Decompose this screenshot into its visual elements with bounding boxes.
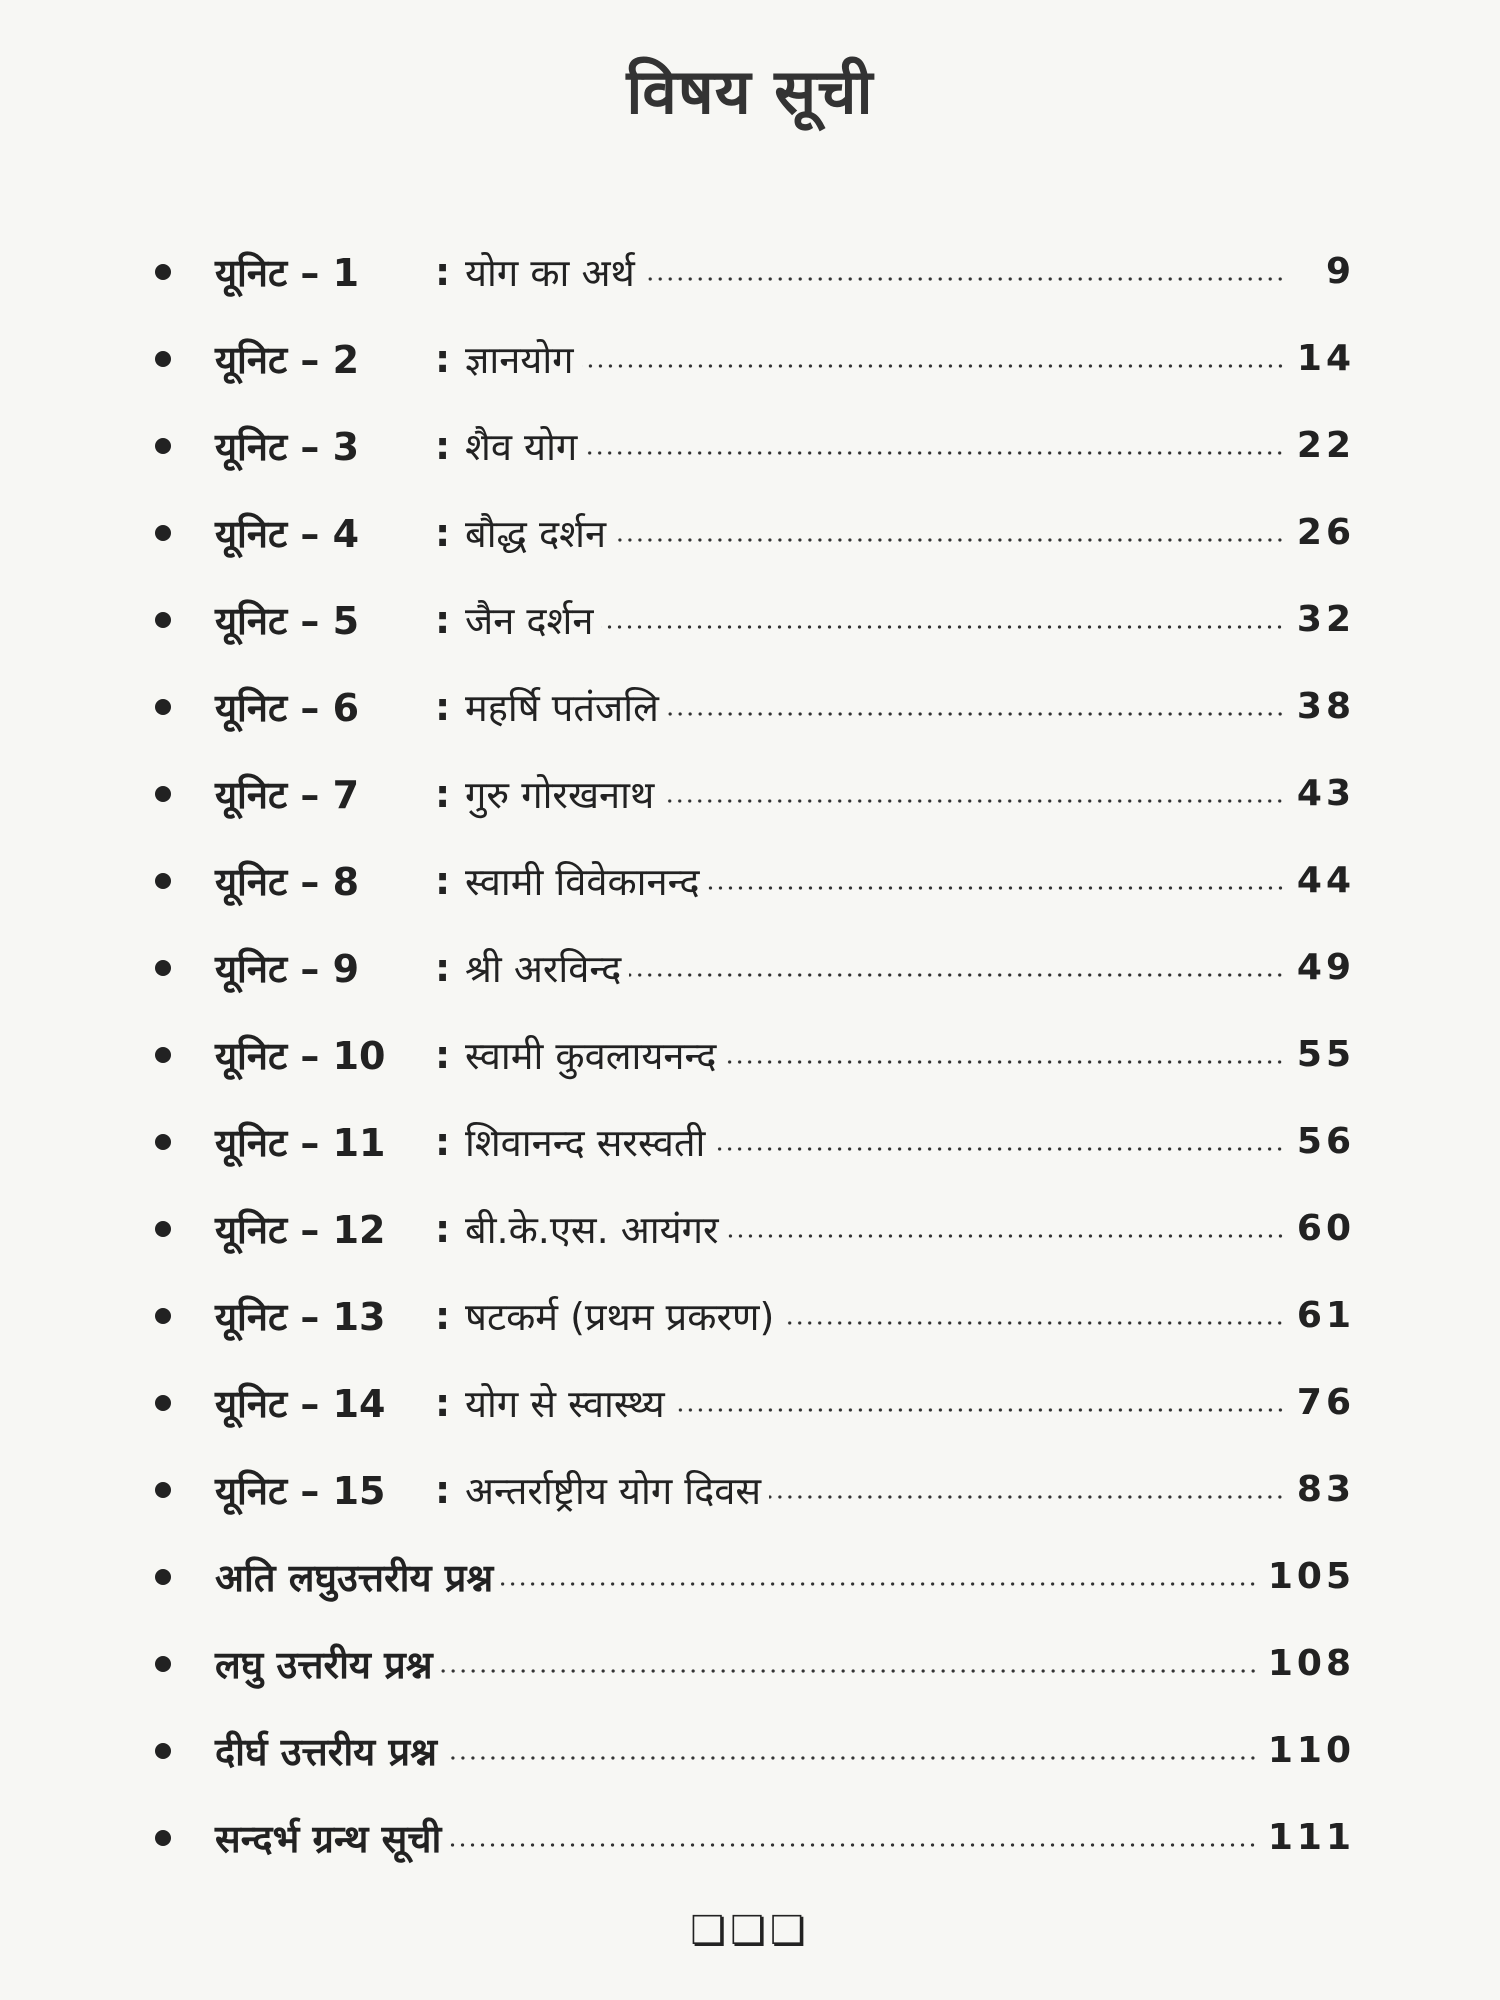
chapter-title: शैव योग [465,424,578,469]
toc-row-unit-7 [155,750,1355,837]
separator-colon: : [435,1206,451,1251]
dot-leader [727,1233,1285,1239]
unit-label: यूनिट – 9 [215,946,360,991]
toc-row-short-questions [155,1620,1355,1707]
chapter-title: ज्ञानयोग [465,337,574,382]
toc-row-long-questions [155,1707,1355,1794]
dot-leader [708,885,1285,891]
unit-label: यूनिट – 8 [215,859,360,904]
page-number: 55 [1296,1034,1355,1075]
section-title: लघु उत्तरीय प्रश्न [215,1642,433,1687]
unit-label: यूनिट – 13 [215,1294,386,1339]
bullet-icon [155,1482,171,1498]
dot-leader [782,1320,1285,1326]
dot-leader [601,624,1285,630]
bullet-icon [155,786,171,802]
page-number: 56 [1296,1121,1355,1162]
toc-row-unit-2 [155,315,1355,402]
bullet-icon [155,1308,171,1324]
page-number: 26 [1296,512,1355,553]
dot-leader [724,1059,1285,1065]
section-title: अति लघुउत्तरीय प्रश्न [215,1555,494,1600]
separator-colon: : [435,510,451,555]
chapter-title: जैन दर्शन [465,598,594,643]
unit-label: यूनिट – 2 [215,337,360,382]
page-number: 22 [1296,425,1355,466]
chapter-title: बी.के.एस. आयंगर [465,1207,719,1252]
page-number: 108 [1267,1643,1355,1684]
chapter-title: योग का अर्थ [465,250,635,295]
unit-label: यूनिट – 10 [215,1033,386,1078]
bullet-icon [155,1221,171,1237]
page-number: 60 [1296,1208,1355,1249]
toc-row-unit-4 [155,489,1355,576]
separator-colon: : [435,597,451,642]
chapter-title: बौद्ध दर्शन [465,511,607,556]
page-title: विषय सूची [626,55,874,128]
page-number: 83 [1296,1469,1355,1510]
bullet-icon [155,1134,171,1150]
bullet-icon [155,438,171,454]
dot-leader [629,972,1285,978]
bullet-icon [155,264,171,280]
page-number: 76 [1296,1382,1355,1423]
unit-label: यूनिट – 11 [215,1120,386,1165]
end-mark-boxes-icon: ❏❏❏ [690,1908,810,1954]
unit-label: यूनिट – 6 [215,685,360,730]
toc-row-unit-13 [155,1272,1355,1359]
page-number: 43 [1296,773,1355,814]
separator-colon: : [435,249,451,294]
bullet-icon [155,1830,171,1846]
section-title: दीर्घ उत्तरीय प्रश्न [215,1729,437,1774]
dot-leader [585,450,1285,456]
unit-label: यूनिट – 14 [215,1381,386,1426]
table-of-contents [155,228,1355,1881]
bullet-icon [155,612,171,628]
bullet-icon [155,960,171,976]
bullet-icon [155,699,171,715]
chapter-title: अन्तर्राष्ट्रीय योग दिवस [465,1468,762,1513]
unit-label: यूनिट – 15 [215,1468,386,1513]
page-number: 14 [1296,338,1355,379]
toc-row-unit-9 [155,924,1355,1011]
separator-colon: : [435,1380,451,1425]
toc-row-unit-12 [155,1185,1355,1272]
bullet-icon [155,525,171,541]
toc-row-unit-6 [155,663,1355,750]
page-number: 49 [1296,947,1355,988]
bullet-icon [155,1656,171,1672]
separator-colon: : [435,1119,451,1164]
page-number: 9 [1325,251,1355,292]
page-number: 32 [1296,599,1355,640]
bullet-icon [155,873,171,889]
chapter-title: महर्षि पतंजलि [465,685,659,730]
toc-row-unit-8 [155,837,1355,924]
unit-label: यूनिट – 7 [215,772,360,817]
page-number: 105 [1267,1556,1355,1597]
dot-leader [445,1755,1258,1761]
dot-leader [449,1842,1258,1848]
dot-leader [662,798,1285,804]
separator-colon: : [435,684,451,729]
chapter-title: षटकर्म (प्रथम प्रकरण) [465,1294,775,1339]
toc-row-unit-15 [155,1446,1355,1533]
page-number: 61 [1296,1295,1355,1336]
chapter-title: योग से स्वास्थ्य [465,1381,665,1426]
bullet-icon [155,1569,171,1585]
dot-leader [667,711,1285,717]
page-number: 38 [1296,686,1355,727]
dot-leader [501,1581,1258,1587]
page-number: 111 [1267,1817,1355,1858]
separator-colon: : [435,423,451,468]
separator-colon: : [435,1032,451,1077]
dot-leader [769,1494,1285,1500]
unit-label: यूनिट – 5 [215,598,360,643]
toc-row-unit-3 [155,402,1355,489]
separator-colon: : [435,858,451,903]
toc-row-unit-11 [155,1098,1355,1185]
toc-row-bibliography [155,1794,1355,1881]
separator-colon: : [435,336,451,381]
unit-label: यूनिट – 12 [215,1207,386,1252]
unit-label: यूनिट – 1 [215,250,360,295]
chapter-title: शिवानन्द सरस्वती [465,1120,706,1165]
dot-leader [441,1668,1258,1674]
dot-leader [673,1407,1285,1413]
toc-row-unit-10 [155,1011,1355,1098]
toc-row-very-short-questions [155,1533,1355,1620]
page-number: 110 [1267,1730,1355,1771]
bullet-icon [155,351,171,367]
separator-colon: : [435,1293,451,1338]
toc-row-unit-1 [155,228,1355,315]
dot-leader [582,363,1285,369]
bullet-icon [155,1395,171,1411]
toc-row-unit-14 [155,1359,1355,1446]
chapter-title: गुरु गोरखनाथ [465,772,655,817]
separator-colon: : [435,945,451,990]
chapter-title: स्वामी विवेकानन्द [465,859,700,904]
chapter-title: श्री अरविन्द [465,946,622,991]
bullet-icon [155,1047,171,1063]
dot-leader [643,276,1285,282]
unit-label: यूनिट – 4 [215,511,360,556]
chapter-title: स्वामी कुवलायनन्द [465,1033,717,1078]
section-title: सन्दर्भ ग्रन्थ सूची [215,1816,442,1861]
separator-colon: : [435,771,451,816]
page-number: 44 [1296,860,1355,901]
toc-row-unit-5 [155,576,1355,663]
unit-label: यूनिट – 3 [215,424,360,469]
separator-colon: : [435,1467,451,1512]
bullet-icon [155,1743,171,1759]
dot-leader [614,537,1285,543]
dot-leader [713,1146,1285,1152]
